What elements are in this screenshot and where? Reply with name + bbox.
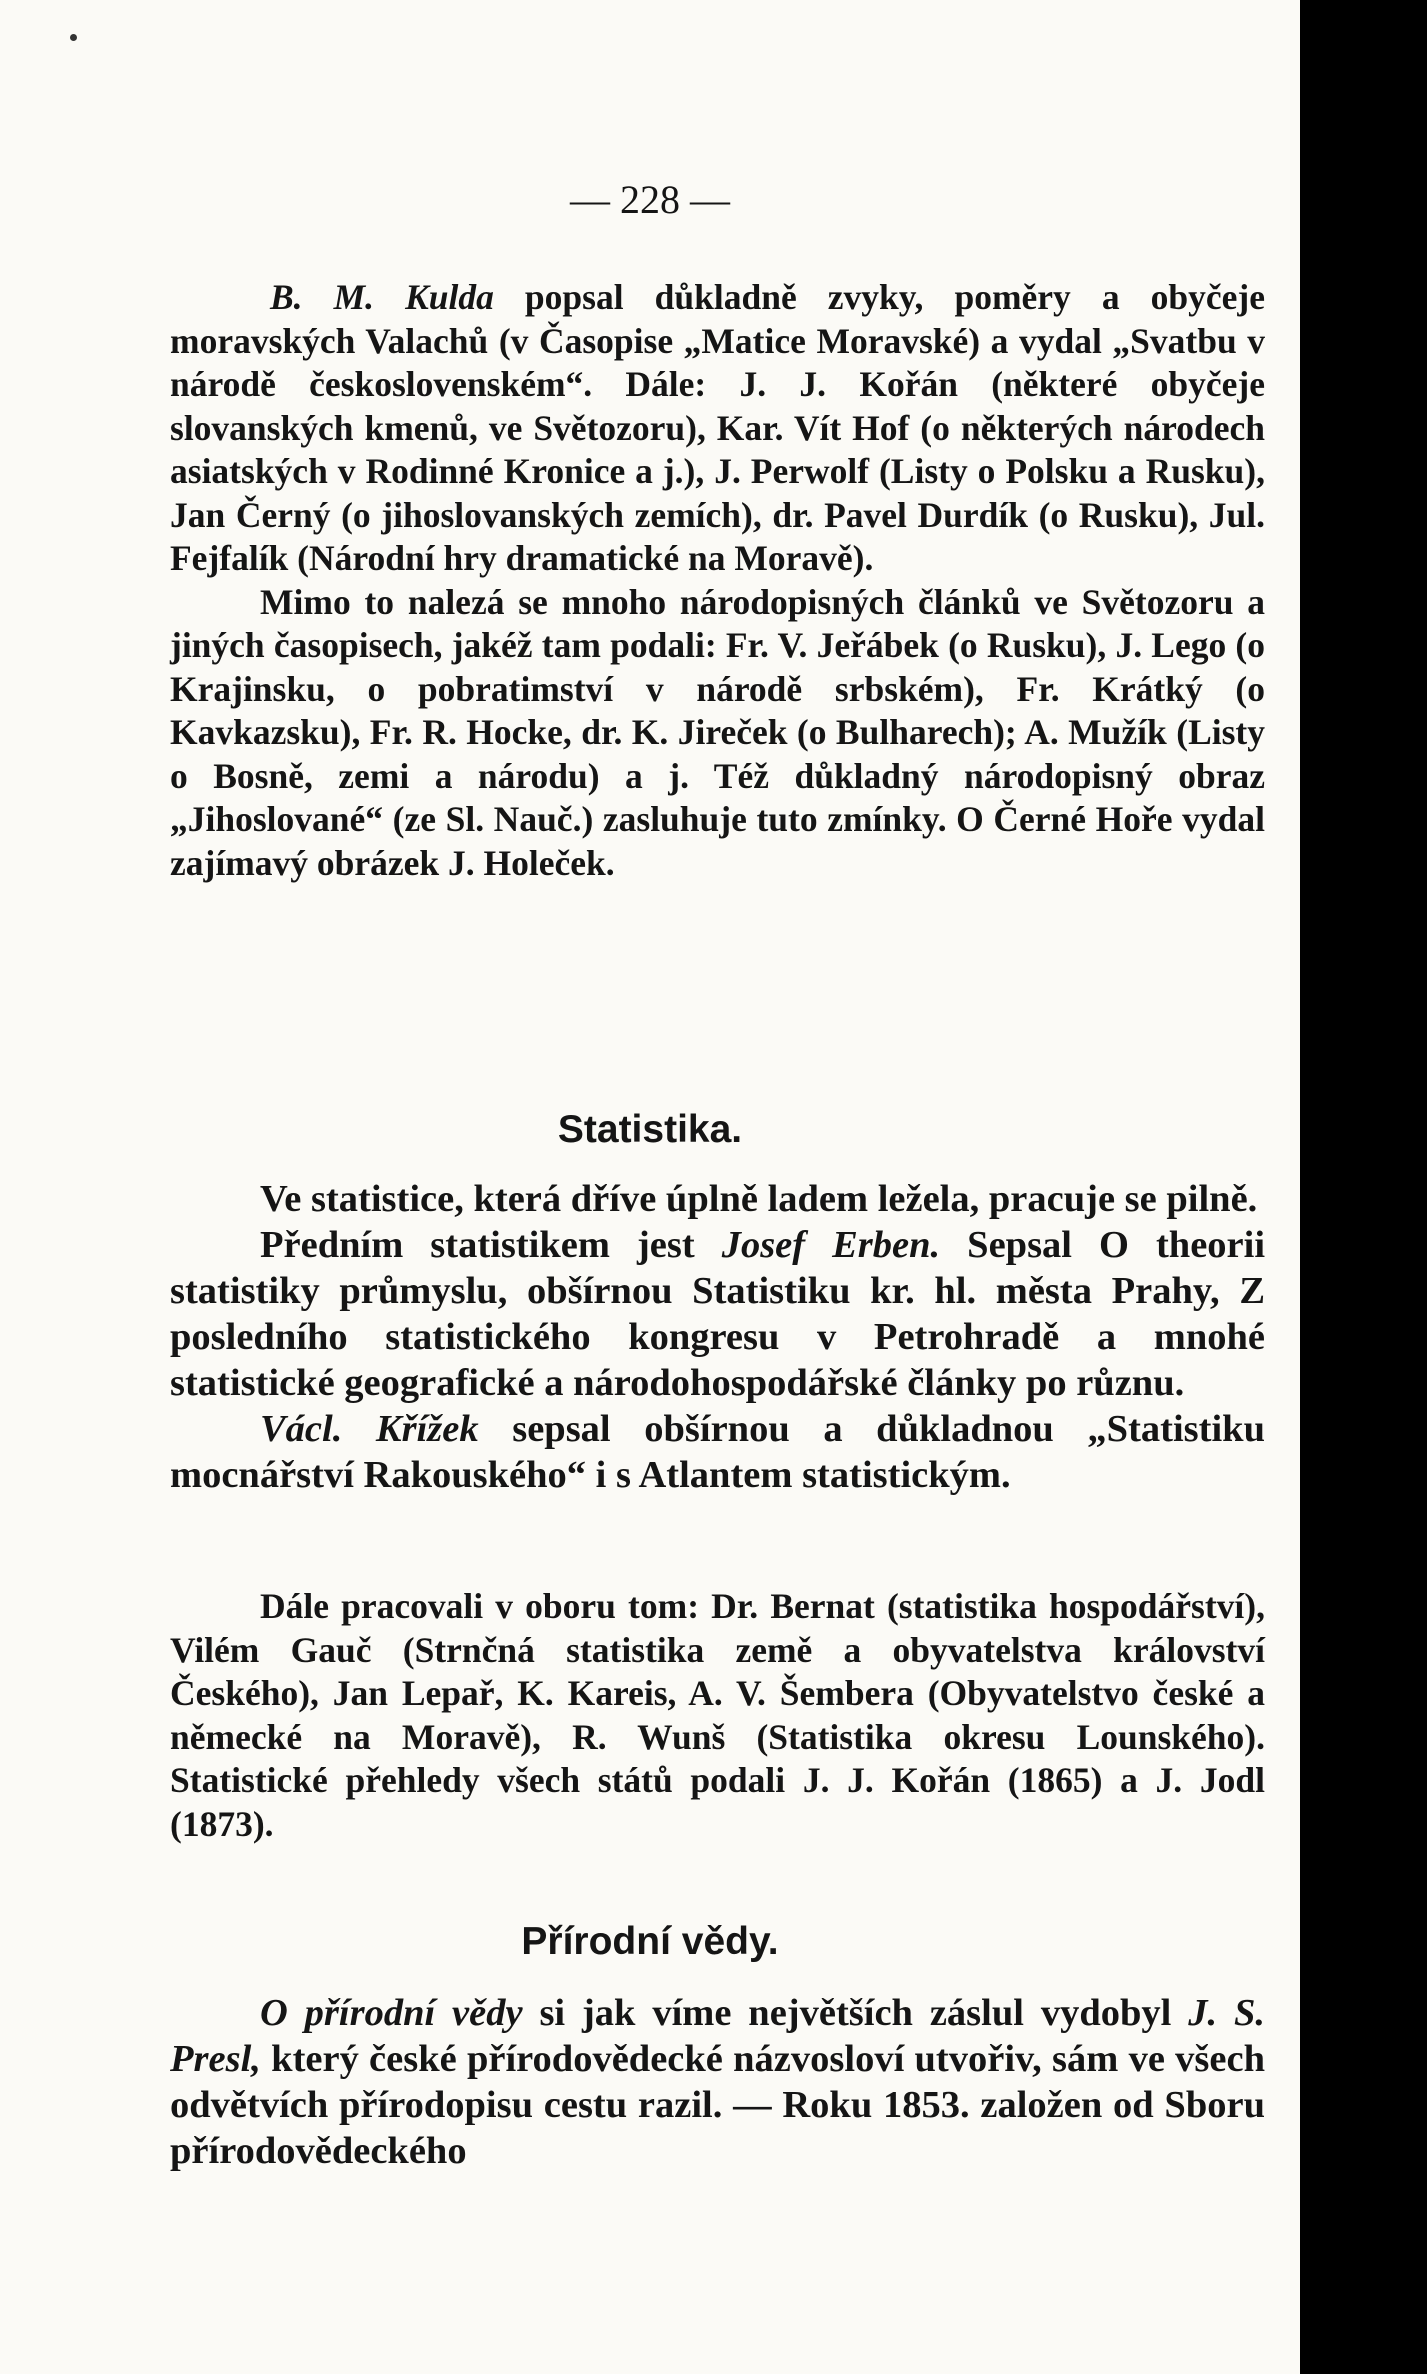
- paragraph-text: Sepsal O theorii statistiky průmyslu, obšírnou Statistiku kr. hl. města Prahy, Z posledního statistického kongresu v Petrohradě a mnohé statistické geografické a národohospodářské články po různu.: [170, 1224, 1266, 1404]
- italic-name: J. S. Presl,: [170, 1992, 1265, 2080]
- section-statistics: [170, 1176, 1265, 1498]
- paragraph-text: Dále pracovali v oboru tom: Dr. Bernat (statistika hospodářství), Vilém Gauč (Strnčná statistika země a obyvatelstva království Českého), Jan Lepař, K. Kareis, A. V. Šembera (Obyvatelstvo české a německé na Moravě), R. Wunš (Statistika okresu Lounského). Statistické přehledy všech států podali J. J. Kořán (1865) a J. Jodl (1873).: [170, 1586, 1265, 1844]
- paragraph: [170, 1176, 1265, 1222]
- paragraph-text: Ve statistice, která dříve úplně ladem ležela, pracuje se pilně.: [260, 1178, 1258, 1220]
- italic-name: O přírodní vědy: [260, 1992, 523, 2034]
- page-number: — 228 —: [570, 177, 730, 222]
- paragraph: [170, 1585, 1265, 1846]
- section-ethnography: [170, 276, 1265, 885]
- paragraph-text: Mimo to nalezá se mnoho národopisných článků ve Světozoru a jiných časopisech, jakéž tam podali: Fr. V. Jeřábek (o Rusku), J. Lego (o Krajinsku, o pobratimství v národě srbském), Fr. Krátký (o Kavkazsku), Fr. R. Hocke, dr. K. Jireček (o Bulharech); A. Mužík (Listy o Bosně, zemi a národu) a j. Též důkladný národopisný obraz „Jihoslované“ (ze Sl. Nauč.) zasluhuje tuto zmínky. O Černé Hoře vydal zajímavý obrázek J. Holeček.: [170, 581, 1265, 883]
- paragraph: [170, 1222, 1265, 1406]
- paragraph-text: si jak víme největších záslul vydobyl: [522, 1992, 1189, 2034]
- heading-prirodni-vedy: Přírodní vědy.: [521, 1920, 779, 1963]
- paragraph: [170, 1990, 1265, 2174]
- paragraph-text: popsal důkladně zvyky, poměry a obyčeje moravských Valachů (v Časopise „Matice Moravské) a vydal „Svatbu v národě československém“. Dále: J. J. Kořán (některé obyčeje slovanských kmenů, ve Světozoru), Kar. Vít Hof (o některých národech asiatských v Rodinné Kronice a j.), J. Perwolf (Listy o Polsku a Rusku), Jan Černý (o jihoslovanských zemích), dr. Pavel Durdík (o Rusku), Jul. Fejfalík (Národní hry dramatické na Moravě).: [170, 277, 1265, 578]
- italic-name: Václ. Křížek: [260, 1408, 479, 1450]
- paragraph: [170, 1406, 1265, 1498]
- section-statistics-more: [170, 1585, 1265, 1846]
- italic-name: Josef Erben.: [721, 1224, 941, 1266]
- paragraph-text: Předním statistikem jest: [260, 1224, 722, 1266]
- scan-speck: [70, 34, 77, 41]
- paragraph-text: který české přírodovědecké názvosloví utvořiv, sám ve všech odvětvích přírodopisu cestu razil. — Roku 1853. založen od Sboru přírodovědeckého: [170, 2038, 1265, 2172]
- paragraph-text: sepsal obšírnou a důkladnou „Statistiku mocnářství Rakouského“ i s Atlantem statistickým.: [170, 1408, 1265, 1496]
- paragraph: [170, 276, 1265, 581]
- italic-name: B. M. Kulda: [270, 277, 494, 317]
- heading-statistika: Statistika.: [557, 1108, 743, 1151]
- section-natural-sciences: [170, 1990, 1265, 2174]
- paragraph: [170, 581, 1265, 886]
